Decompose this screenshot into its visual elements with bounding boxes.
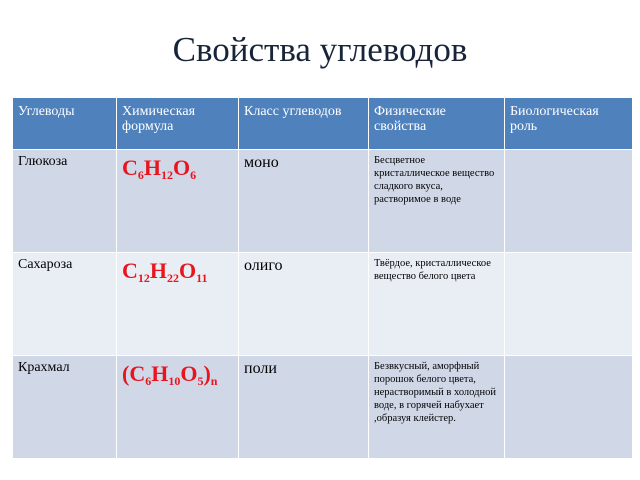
formula-subscript: 12 [137,271,150,285]
formula-subscript: 10 [168,374,181,388]
carbohydrate-class: олиго [239,253,369,356]
formula-subscript: 22 [167,271,180,285]
table-row [13,356,633,459]
biological-role [505,150,633,253]
carbohydrate-name: Крахмал [13,356,117,459]
formula-subscript: 6 [137,168,144,182]
formula-symbol: H [151,361,169,386]
formula-symbol: O [179,258,197,283]
header-chemical-formula: Химическая формула [117,98,239,150]
formula-subscript: 11 [196,271,208,285]
biological-role [505,253,633,356]
carbohydrate-class: поли [239,356,369,459]
carbohydrate-name: Глюкоза [13,150,117,253]
physical-properties: Безвкусный, аморфный порошок белого цвета, нерастворимый в холодной воде, в горячей набухает ,образуя клейстер. [369,356,505,459]
table-row [13,253,633,356]
header-biological-role: Биологическая роль [505,98,633,150]
header-physical-properties: Физические свойства [369,98,505,150]
header-carbohydrate-class: Класс углеводов [239,98,369,150]
chemical-formula [117,253,239,356]
formula-symbol: O [180,361,198,386]
biological-role [505,356,633,459]
table-header-row [13,98,633,150]
physical-properties: Бесцветное кристаллическое вещество сладкого вкуса, растворимое в воде [369,150,505,253]
chemical-formula [117,150,239,253]
formula-symbol: C [122,155,138,180]
physical-properties: Твёрдое, кристаллическое вещество белого цвета [369,253,505,356]
chemical-formula [117,356,239,459]
formula-symbol: H [143,155,162,180]
carbohydrate-class: моно [239,150,369,253]
formula-subscript: 5 [197,374,204,388]
carbohydrate-name: Сахароза [13,253,117,356]
table-row [13,150,633,253]
formula-subscript: 6 [190,168,197,182]
formula-symbol: (C [122,361,146,386]
formula-symbol: H [149,258,168,283]
formula-symbol: C [122,258,138,283]
formula-subscript: 12 [161,168,174,182]
formula-subscript: 6 [145,374,152,388]
formula-symbol: ) [203,361,211,386]
slide-title: Свойства углеводов [172,30,468,69]
formula-subscript: n [210,374,218,388]
header-carbohydrates: Углеводы [13,98,117,150]
carbohydrate-properties-table [12,97,633,459]
formula-symbol: O [173,155,191,180]
